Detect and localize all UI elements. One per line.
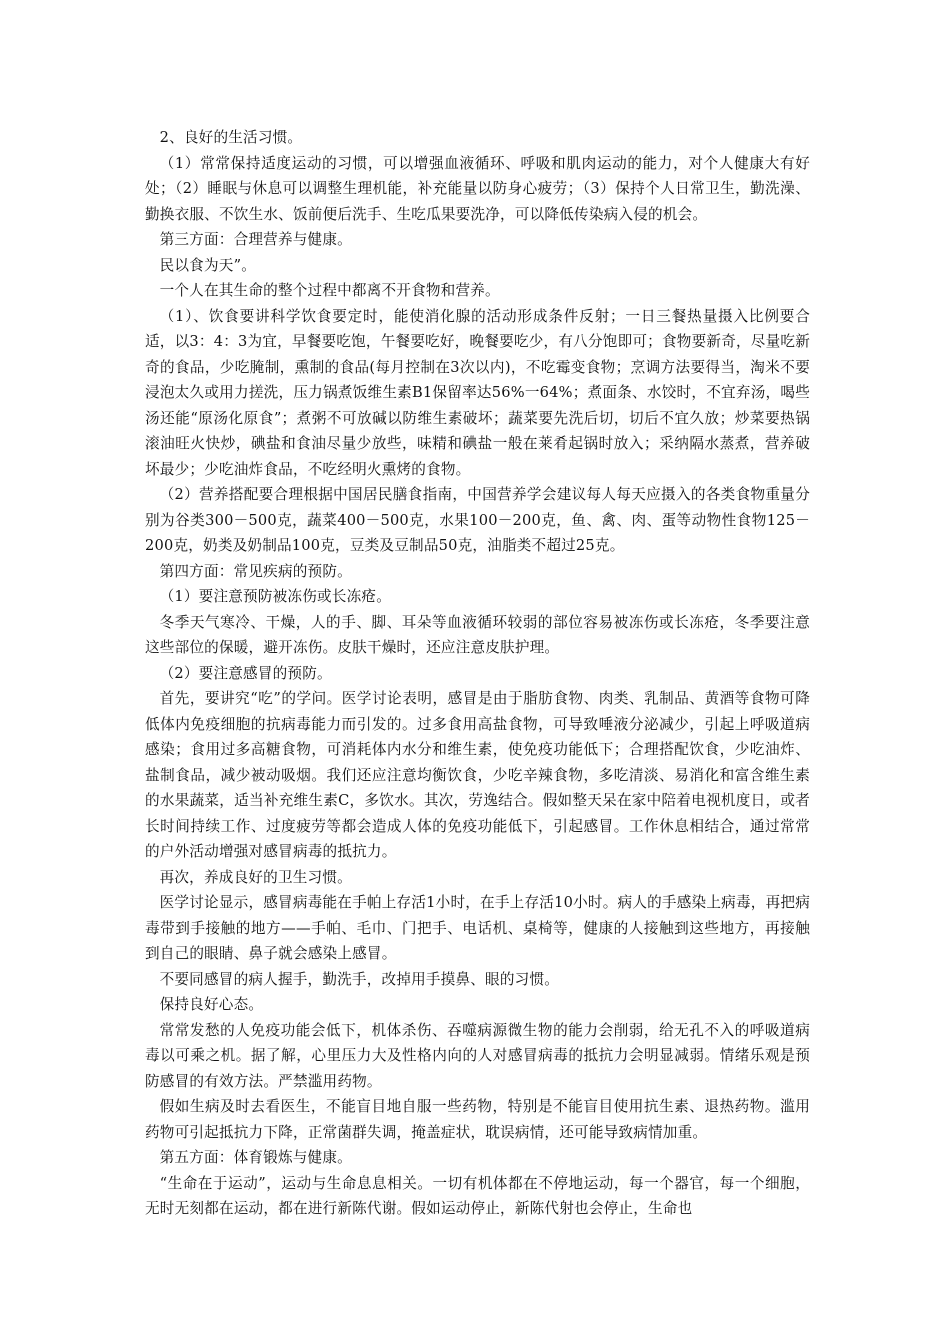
paragraph-13: 再次，养成良好的卫生习惯。 (159, 868, 352, 886)
paragraph-12: 首先，要讲究“吃”的学问。医学讨论表明，感冒是由于脂肪食物、肉类、乳制品、黄酒等食物可降低体内免疫细胞的抗病毒能力而引发的。过多食用高盐食物，可导致唾液分泌减少，引起上呼吸道病感染；食用过多高糖食物，可消耗体内水分和维生素，使免疫功能低下；合理搭配饮食，少吃油炸、盐制食品，减少被动吸烟。我们还应注意均衡饮食，少吃辛辣食物，多吃清淡、易消化和富含维生素的水果蔬菜，适当补充维生素C，多饮水。其次，劳逸结合。假如整天呆在家中陪着电视机度日，或者长时间持续工作、过度疲劳等都会造成人体的免疫功能低下，引起感冒。工作休息相结合，通过常常的户外活动增强对感冒病毒的抵抗力。 (145, 690, 810, 860)
paragraph-11: （2）要注意感冒的预防。 (159, 664, 332, 682)
paragraph-20: “生命在于运动”，运动与生命息息相关。一切有机体都在不停地运动，每一个器官，每一个细胞，无时无刻都在运动，都在进行新陈代谢。假如运动停止，新陈代射也会停止，生命也 (145, 1174, 810, 1217)
paragraph-16: 保持良好心态。 (159, 996, 264, 1013)
paragraph-14: 医学讨论显示，感冒病毒能在手帕上存活1小时，在手上存活10小时。病人的手感染上病毒，再把病毒带到手接触的地方——手帕、毛巾、门把手、电话机、桌椅等，健康的人接触到这些地方，再接触到自己的眼睛、鼻子就会感染上感冒。 (145, 894, 810, 962)
paragraph-6: （1）、饮食要讲科学饮食要定时，能使消化腺的活动形成条件反射；一日三餐热量摄入比例要合适，以3：4：3为宜，早餐要吃饱，午餐要吃好，晚餐要吃少，有八分饱即可；食物要新奇，尽量吃新奇的食品，少吃腌制，熏制的食品(每月控制在3次以内)，不吃霉变食物；烹调方法要得当，淘米不要浸泡太久或用力搓洗，压力锅煮饭维生素B1保留率达56%一64%；煮面条、水饺时，不宜弃汤，喝些汤还能“原汤化原食”；煮粥不可放碱以防维生素破坏；蔬菜要先洗后切，切后不宜久放；炒菜要热锅滚油旺火快炒，碘盐和食油尽量少放些，味精和碘盐一般在莱肴起锅时放入；采纳隔水蒸煮，营养破坏最少；少吃油炸食品，不吃经明火熏烤的食物。 (145, 307, 810, 478)
paragraph-10: 冬季天气寒冷、干燥，人的手、脚、耳朵等血液循环较弱的部位容易被冻伤或长冻疮，冬季要注意这些部位的保暖，避开冻伤。皮肤干燥时，还应注意皮肤护理。 (145, 613, 810, 656)
paragraph-17: 常常发愁的人免疫功能会低下，机体杀伤、吞噬病源微生物的能力会削弱，给无孔不入的呼吸道病毒以可乘之机。据了解，心里压力大及性格内向的人对感冒病毒的抵抗力会明显减弱。情绪乐观是预防感冒的有效方法。严禁滥用药物。 (145, 1021, 810, 1090)
section-heading-4: 第四方面：常见疾病的预防。 (159, 562, 352, 580)
section-heading-5: 第五方面：体育锻炼与健康。 (159, 1149, 352, 1166)
paragraph-1: 2、良好的生活习惯。 (159, 129, 303, 146)
paragraph-9: （1）要注意预防被冻伤或长冻疮。 (159, 588, 391, 605)
paragraph-2: （1）常常保持适度运动的习惯，可以增强血液循环、呼吸和肌肉运动的能力，对个人健康大有好处；（2）睡眠与休息可以调整生理机能，补充能量以防身心疲劳；（3）保持个人日常卫生，勤洗澡、勤换衣服、不饮生水、饭前便后洗手、生吃瓜果要洗净，可以降低传染病入侵的机会。 (145, 154, 810, 223)
paragraph-15: 不要同感冒的病人握手，勤洗手，改掉用手摸鼻、眼的习惯。 (159, 970, 560, 988)
paragraph-18: 假如生病及时去看医生，不能盲目地自服一些药物，特别是不能盲目使用抗生素、退热药物。滥用药物可引起抵抗力下降，正常菌群失调，掩盖症状，耽误病情，还可能导致病情加重。 (145, 1098, 810, 1141)
paragraph-7: （2）营养搭配要合理根据中国居民膳食指南，中国营养学会建议每人每天应摄入的各类食物重量分别为谷类300－500克，蔬菜400－500克，水果100－200克，鱼、禽、肉、蛋等动物性食物125－200克，奶类及奶制品100克，豆类及豆制品50克，油脂类不超过25克。 (145, 486, 810, 554)
document-page (145, 125, 810, 1222)
paragraph-4: 民以食为天”。 (159, 256, 257, 274)
section-heading-3: 第三方面：合理营养与健康。 (159, 231, 352, 248)
paragraph-5: 一个人在其生命的整个过程中都离不开食物和营养。 (159, 282, 500, 299)
